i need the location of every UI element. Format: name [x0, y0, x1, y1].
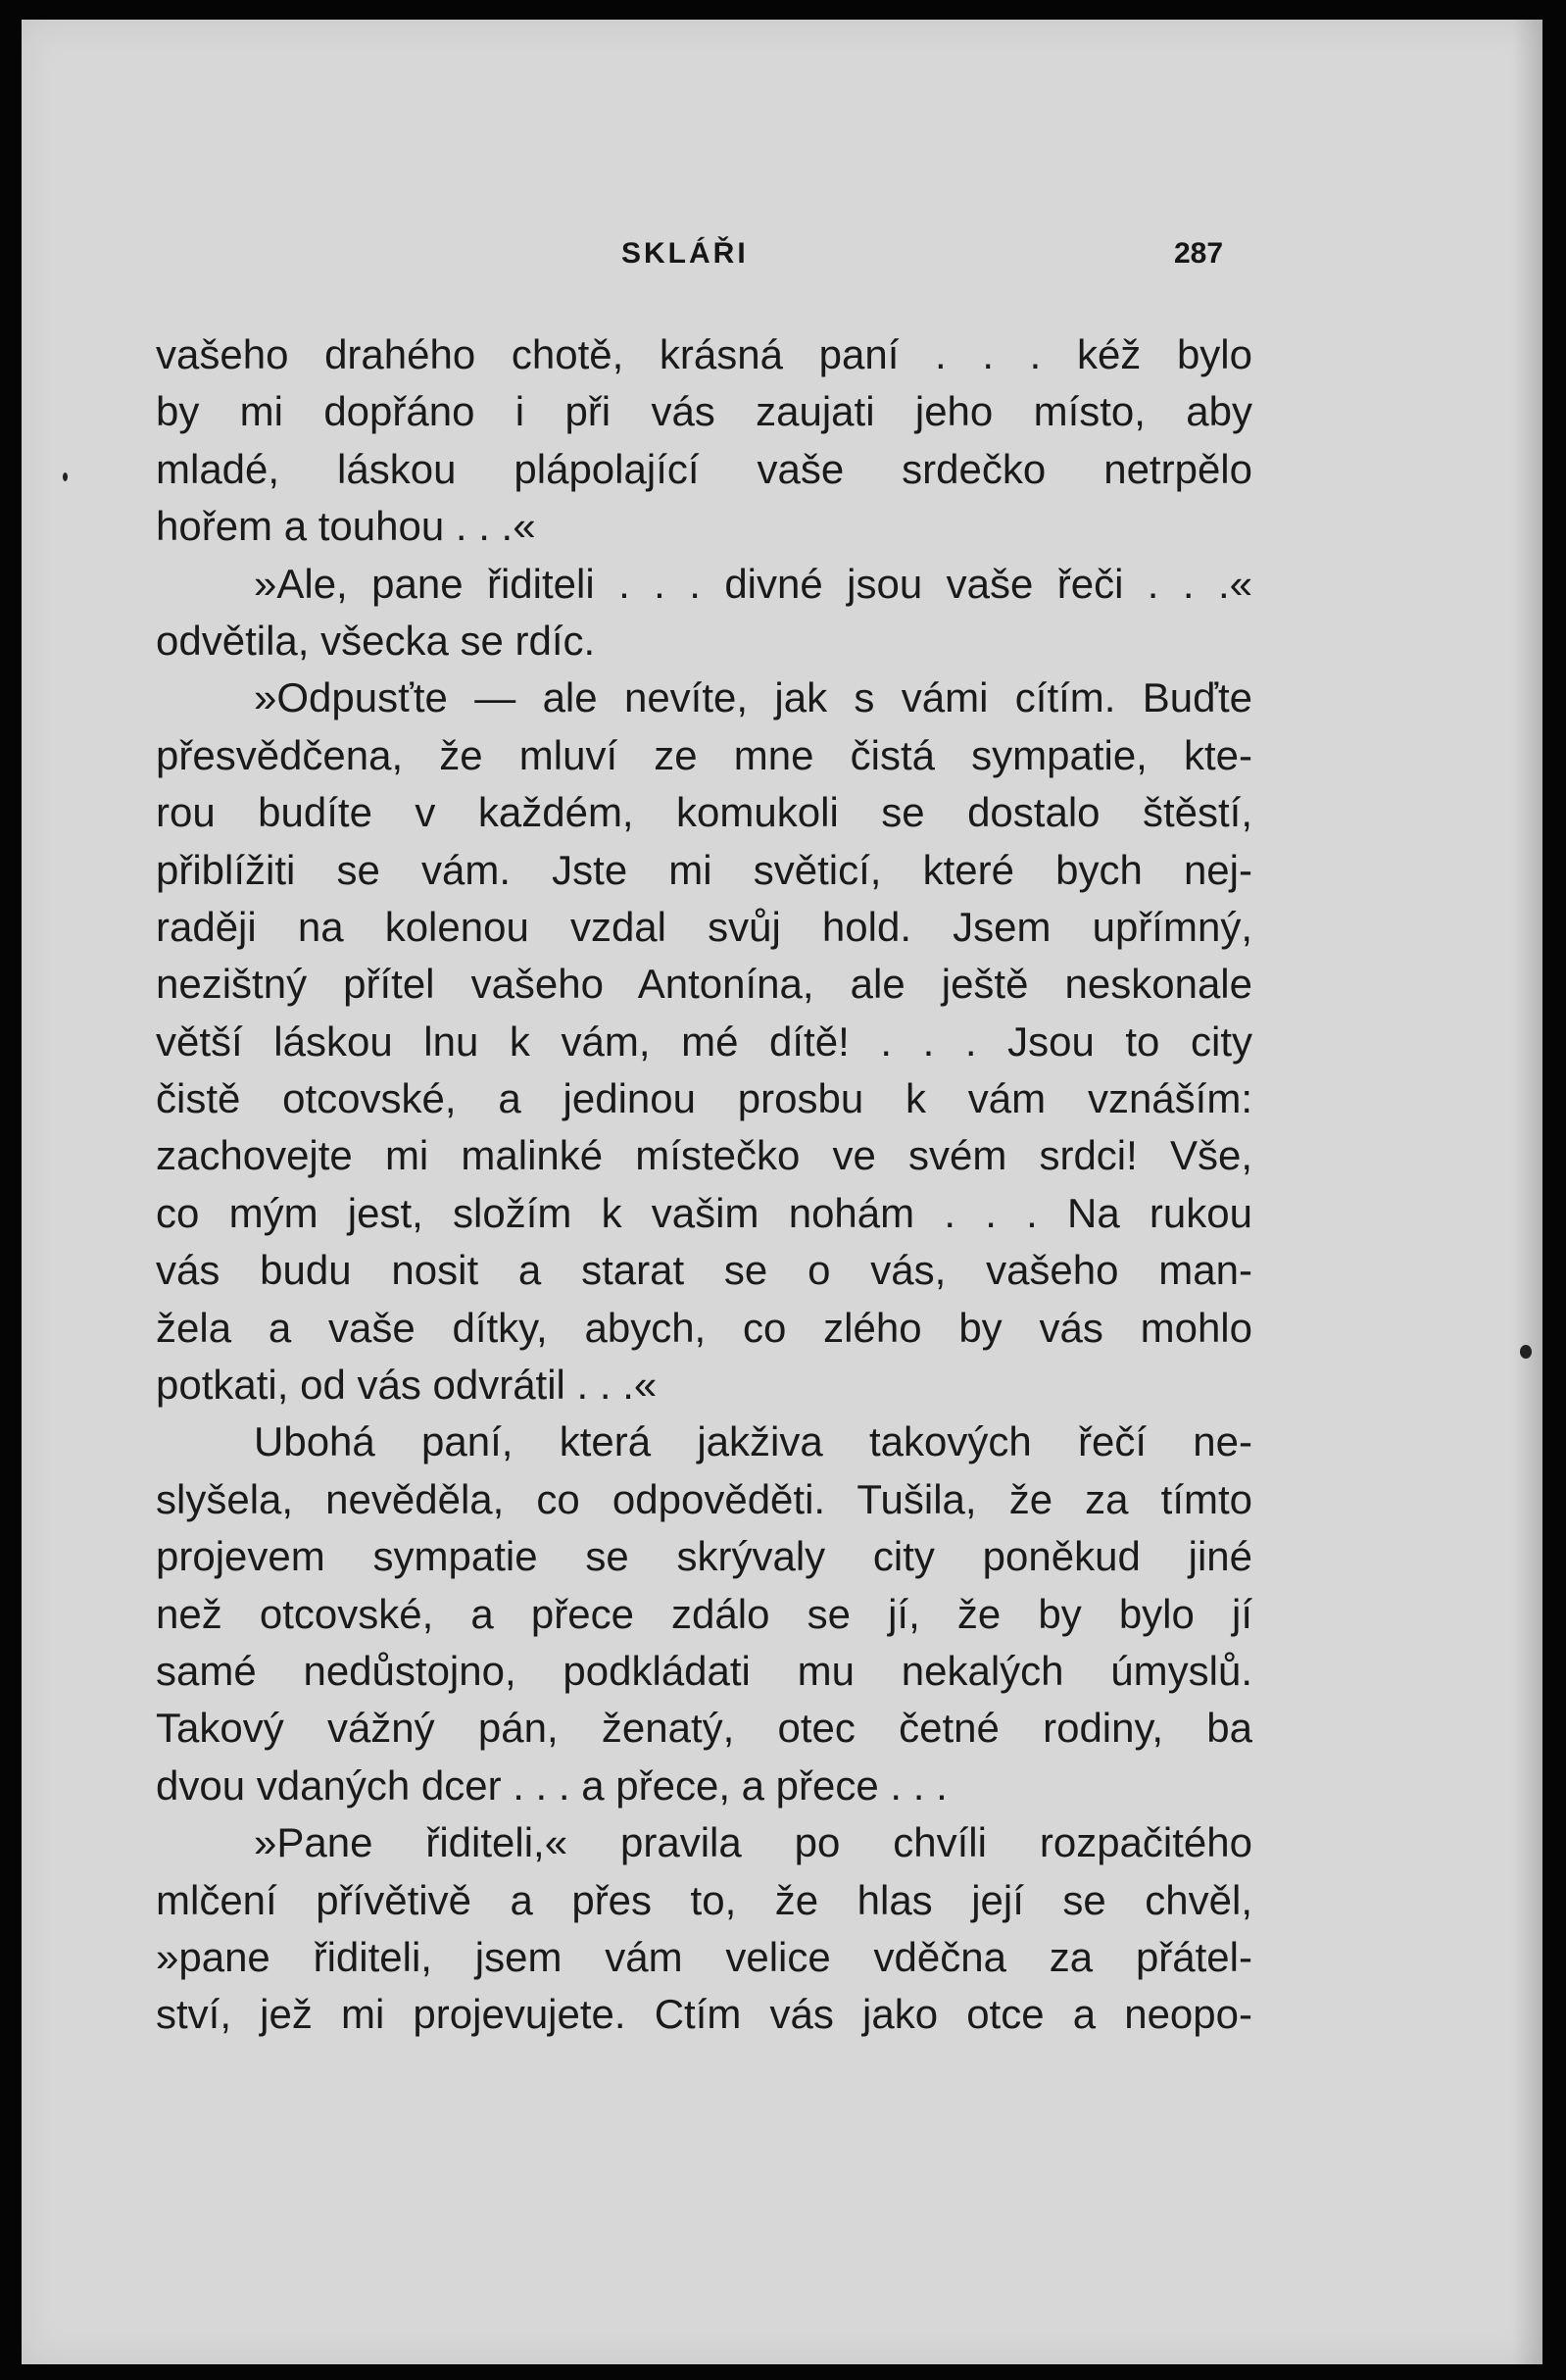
text-line: hořem a touhou . . .«: [156, 503, 536, 550]
text-line: žela a vaše dítky, abych, co zlého by vás mohlo: [156, 1304, 1252, 1351]
text-line: »Pane řiditeli,« pravila po chvíli rozpačitého: [254, 1819, 1252, 1866]
text-line: Takový vážný pán, ženatý, otec četné rodiny, ba: [156, 1705, 1252, 1752]
page-edge-shadow: [1513, 20, 1542, 2364]
text-line: přesvědčena, že mluví ze mne čistá sympatie, kte-: [156, 731, 1252, 778]
text-line: »Ale, pane řiditeli . . . divné jsou vaše řeči . . .«: [254, 560, 1252, 607]
text-line: by mi dopřáno i při vás zaujati jeho místo, aby: [156, 388, 1252, 435]
page-number: 287: [1174, 237, 1224, 270]
text-line: čistě otcovské, a jedinou prosbu k vám vznáším:: [156, 1075, 1252, 1122]
text-line: mladé, láskou plápolající vaše srdečko netrpělo: [156, 445, 1252, 492]
book-page: [22, 20, 1542, 2364]
text-line: mlčení přívětivě a přes to, že hlas její se chvěl,: [156, 1876, 1252, 1923]
text-line: zachovejte mi malinké místečko ve svém srdci! Vše,: [156, 1132, 1252, 1179]
margin-speck: [1520, 1345, 1532, 1359]
text-line: »pane řiditeli, jsem vám velice vděčna za přátel-: [156, 1933, 1252, 1980]
text-line: vašeho drahého chotě, krásná paní . . . kéž bylo: [156, 331, 1252, 377]
text-line: větší láskou lnu k vám, mé dítě! . . . Jsou to city: [156, 1017, 1252, 1065]
text-line: nezištný přítel vašeho Antonína, ale ještě neskonale: [156, 961, 1252, 1008]
text-line: ství, jež mi projevujete. Ctím vás jako otce a neopo-: [156, 1991, 1252, 2038]
page-header: [22, 237, 1542, 286]
text-line: přiblížiti se vám. Jste mi světicí, které bych nej-: [156, 846, 1252, 893]
text-line: potkati, od vás odvrátil . . .«: [156, 1362, 658, 1409]
text-line: než otcovské, a přece zdálo se jí, že by bylo jí: [156, 1590, 1252, 1637]
text-line: raději na kolenou vzdal svůj hold. Jsem upřímný,: [156, 903, 1252, 950]
text-line: vás budu nosit a starat se o vás, vašeho man-: [156, 1247, 1252, 1294]
body-text: [156, 326, 1252, 2044]
text-line: »Odpusťte — ale nevíte, jak s vámi cítím. Buďte: [254, 674, 1252, 721]
text-line: co mým jest, složím k vašim nohám . . . Na rukou: [156, 1189, 1252, 1236]
text-line: odvětila, všecka se rdíc.: [156, 617, 596, 664]
text-line: Ubohá paní, která jakživa takových řečí ne-: [254, 1418, 1252, 1465]
text-line: samé nedůstojno, podkládati mu nekalých úmyslů.: [156, 1647, 1252, 1694]
text-line: slyšela, nevěděla, co odpověděti. Tušila, že za tímto: [156, 1475, 1252, 1522]
text-line: dvou vdaných dcer . . . a přece, a přece . . .: [156, 1761, 948, 1809]
text-line: projevem sympatie se skrývaly city poněkud jiné: [156, 1533, 1252, 1580]
text-line: rou budíte v každém, komukoli se dostalo štěstí,: [156, 789, 1252, 836]
running-title: SKLÁŘI: [621, 237, 749, 270]
margin-speck: [63, 472, 68, 481]
